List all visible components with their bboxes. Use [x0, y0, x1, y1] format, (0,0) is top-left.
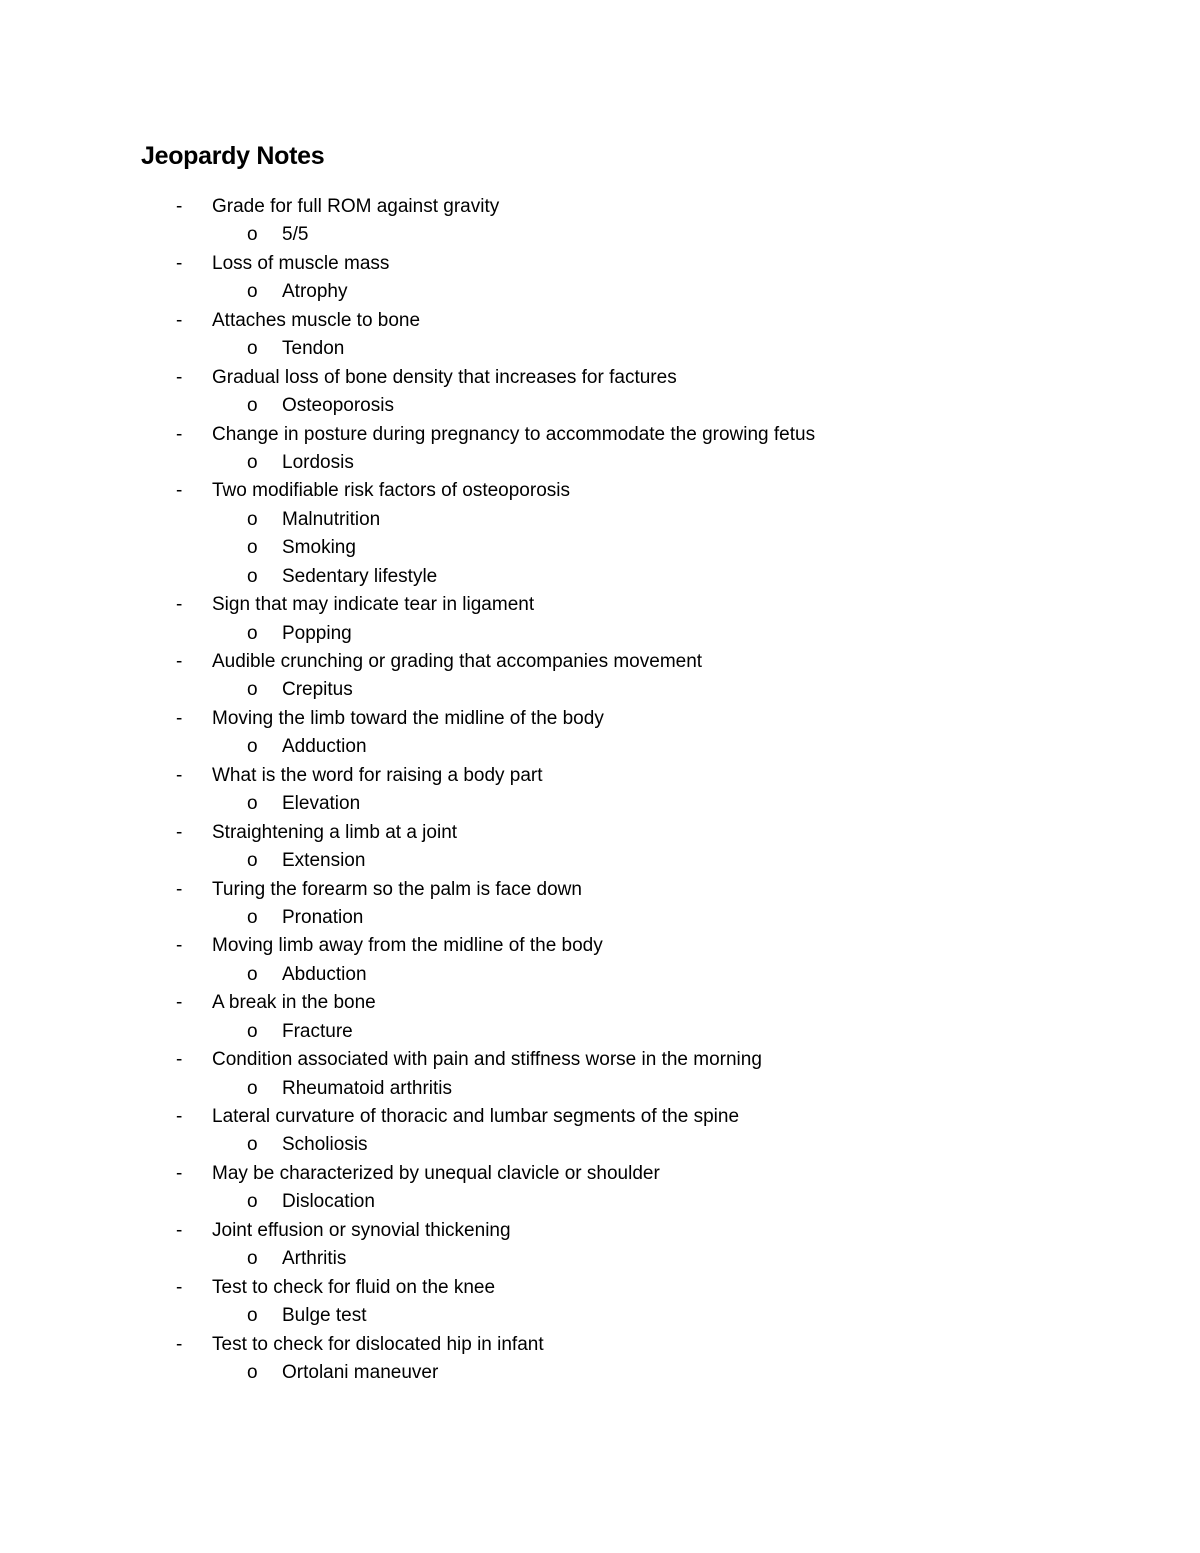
question-text: Sign that may indicate tear in ligament	[212, 594, 535, 616]
circle-bullet: o	[247, 281, 258, 303]
question-text: Loss of muscle mass	[212, 252, 390, 274]
question-text: A break in the bone	[212, 992, 376, 1014]
answer-item	[0, 1359, 1200, 1387]
question-item	[0, 250, 1200, 278]
circle-bullet: o	[247, 395, 258, 417]
dash-bullet: -	[176, 1049, 183, 1071]
circle-bullet: o	[247, 850, 258, 872]
answer-item	[0, 221, 1200, 249]
question-item	[0, 1046, 1200, 1074]
circle-bullet: o	[247, 1134, 258, 1156]
answer-text: Abduction	[282, 963, 367, 985]
circle-bullet: o	[247, 1020, 258, 1042]
answer-item	[0, 1018, 1200, 1046]
answer-item	[0, 1302, 1200, 1330]
dash-bullet: -	[176, 252, 183, 274]
answer-text: Osteoporosis	[282, 395, 394, 417]
answer-item	[0, 676, 1200, 704]
circle-bullet: o	[247, 963, 258, 985]
circle-bullet: o	[247, 1191, 258, 1213]
question-item	[0, 193, 1200, 221]
dash-bullet: -	[176, 1276, 183, 1298]
dash-bullet: -	[176, 764, 183, 786]
answer-item	[0, 563, 1200, 591]
dash-bullet: -	[176, 821, 183, 843]
answer-item	[0, 449, 1200, 477]
circle-bullet: o	[247, 793, 258, 815]
dash-bullet: -	[176, 423, 183, 445]
answer-item	[0, 1131, 1200, 1159]
question-item	[0, 591, 1200, 619]
dash-bullet: -	[176, 707, 183, 729]
question-text: Two modifiable risk factors of osteoporosis	[212, 480, 570, 502]
answer-text: Dislocation	[282, 1191, 375, 1213]
dash-bullet: -	[176, 1162, 183, 1184]
question-text: Lateral curvature of thoracic and lumbar segments of the spine	[212, 1106, 740, 1127]
question-item	[0, 705, 1200, 733]
dash-bullet: -	[176, 309, 183, 331]
answer-item	[0, 1245, 1200, 1273]
answer-text: Lordosis	[282, 451, 354, 473]
answer-item	[0, 335, 1200, 363]
answer-item	[0, 790, 1200, 818]
answer-item	[0, 733, 1200, 761]
question-item	[0, 1274, 1200, 1302]
question-item	[0, 1331, 1200, 1359]
notes-list	[0, 193, 1200, 1387]
answer-text: Rheumatoid arthritis	[282, 1077, 453, 1099]
question-text: Moving the limb toward the midline of the body	[212, 707, 604, 729]
question-text: Test to check for fluid on the knee	[212, 1276, 496, 1298]
circle-bullet: o	[247, 224, 258, 246]
answer-text: Sedentary lifestyle	[282, 565, 438, 587]
dash-bullet: -	[176, 992, 183, 1014]
answer-text: Smoking	[282, 537, 356, 559]
answer-text: Bulge test	[282, 1305, 367, 1327]
answer-text: Extension	[282, 850, 366, 872]
question-item	[0, 989, 1200, 1017]
circle-bullet: o	[247, 537, 258, 559]
answer-text: Pronation	[282, 906, 364, 928]
page-title: Jeopardy Notes	[141, 142, 325, 170]
dash-bullet: -	[176, 1333, 183, 1355]
question-text: What is the word for raising a body part	[212, 764, 543, 786]
dash-bullet: -	[176, 480, 183, 502]
answer-text: Atrophy	[282, 281, 348, 303]
dash-bullet: -	[176, 878, 183, 900]
answer-text: Malnutrition	[282, 508, 381, 530]
question-text: Joint effusion or synovial thickening	[212, 1219, 511, 1241]
question-text: Condition associated with pain and stiffness worse in the morning	[212, 1049, 762, 1071]
answer-item	[0, 847, 1200, 875]
circle-bullet: o	[247, 679, 258, 701]
circle-bullet: o	[247, 736, 258, 758]
answer-item	[0, 904, 1200, 932]
answer-text: Tendon	[282, 338, 345, 360]
answer-text: Fracture	[282, 1020, 353, 1042]
dash-bullet: -	[176, 594, 183, 616]
dash-bullet: -	[176, 196, 183, 217]
question-item	[0, 932, 1200, 960]
question-item	[0, 648, 1200, 676]
answer-text: Elevation	[282, 793, 361, 815]
circle-bullet: o	[247, 1077, 258, 1099]
question-text: May be characterized by unequal clavicle or shoulder	[212, 1162, 660, 1184]
answer-text: 5/5	[282, 224, 309, 246]
question-item	[0, 1160, 1200, 1188]
answer-text: Scholiosis	[282, 1134, 368, 1156]
question-item	[0, 762, 1200, 790]
circle-bullet: o	[247, 906, 258, 928]
question-text: Attaches muscle to bone	[212, 309, 421, 331]
question-text: Audible crunching or grading that accompanies movement	[212, 651, 703, 672]
question-text: Grade for full ROM against gravity	[212, 196, 500, 217]
question-text: Turing the forearm so the palm is face down	[212, 878, 582, 900]
circle-bullet: o	[247, 338, 258, 360]
question-text: Straightening a limb at a joint	[212, 821, 458, 843]
dash-bullet: -	[176, 366, 183, 388]
question-item	[0, 477, 1200, 505]
answer-item	[0, 961, 1200, 989]
circle-bullet: o	[247, 622, 258, 644]
circle-bullet: o	[247, 1248, 258, 1270]
dash-bullet: -	[176, 1219, 183, 1241]
answer-text: Arthritis	[282, 1248, 347, 1270]
answer-text: Popping	[282, 622, 352, 644]
circle-bullet: o	[247, 1361, 258, 1383]
question-text: Test to check for dislocated hip in infant	[212, 1333, 544, 1355]
answer-item	[0, 278, 1200, 306]
circle-bullet: o	[247, 1305, 258, 1327]
answer-text: Ortolani maneuver	[282, 1361, 439, 1383]
answer-text: Crepitus	[282, 679, 353, 701]
question-item	[0, 819, 1200, 847]
answer-item	[0, 1075, 1200, 1103]
circle-bullet: o	[247, 451, 258, 473]
question-text: Change in posture during pregnancy to accommodate the growing fetus	[212, 423, 816, 445]
answer-text: Adduction	[282, 736, 367, 758]
question-item	[0, 364, 1200, 392]
question-item	[0, 421, 1200, 449]
question-text: Moving limb away from the midline of the body	[212, 935, 603, 957]
answer-item	[0, 1188, 1200, 1216]
question-text: Gradual loss of bone density that increases for factures	[212, 366, 677, 388]
answer-item	[0, 392, 1200, 420]
dash-bullet: -	[176, 935, 183, 957]
circle-bullet: o	[247, 508, 258, 530]
answer-item	[0, 506, 1200, 534]
question-item	[0, 876, 1200, 904]
dash-bullet: -	[176, 1106, 183, 1127]
circle-bullet: o	[247, 565, 258, 587]
question-item	[0, 1103, 1200, 1131]
dash-bullet: -	[176, 651, 183, 672]
question-item	[0, 1217, 1200, 1245]
answer-item	[0, 534, 1200, 562]
question-item	[0, 307, 1200, 335]
answer-item	[0, 620, 1200, 648]
